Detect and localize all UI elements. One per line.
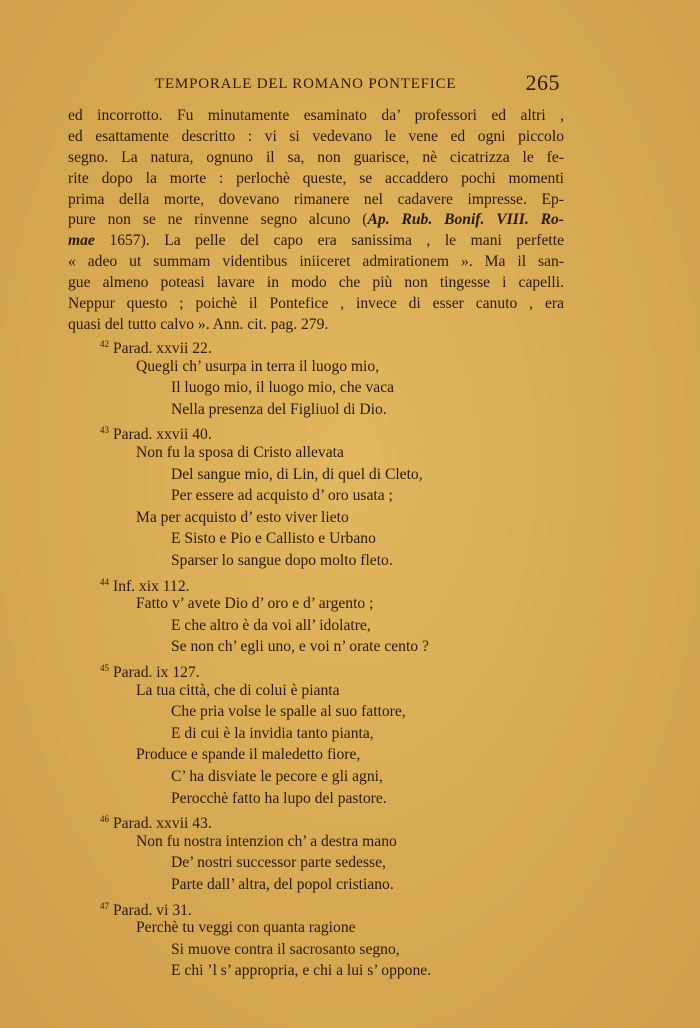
verse-line: Parte dall’ altra, del popol cristiano. bbox=[171, 876, 394, 893]
verse-line: Non fu la sposa di Cristo allevata bbox=[136, 444, 344, 461]
verse-line: Fatto v’ avete Dio d’ oro e d’ argento ; bbox=[136, 595, 374, 613]
text-line: segno. La natura, ognuno il sa, non guarisce, nè cicatrizza le fe- bbox=[68, 148, 564, 166]
verse-line: La tua città, che di colui è pianta bbox=[136, 681, 340, 699]
running-title: TEMPORALE DEL ROMANO PONTEFICE bbox=[155, 76, 457, 92]
note-ref-text: Parad. vi 31. bbox=[113, 901, 192, 919]
text-line: Neppur questo ; poichè il Pontefice , invece di esser canuto , era bbox=[68, 295, 564, 313]
verse-line: Ma per acquisto d’ esto viver lieto bbox=[136, 508, 349, 526]
note-ref-text: Parad. xxvii 43. bbox=[113, 815, 212, 833]
body-text bbox=[68, 106, 564, 336]
verse-line: Se non ch’ egli uno, e voi n’ orate cento ? bbox=[171, 638, 429, 656]
text-line: prima della morte, dovevano rimanere nel cadavere impresse. Ep- bbox=[68, 190, 564, 208]
verse-line: Perchè tu veggi con quanta ragione bbox=[136, 919, 356, 937]
note-number: 43 bbox=[100, 425, 109, 436]
verse-line: Quegli ch’ usurpa in terra il luogo mio, bbox=[136, 357, 380, 375]
note-ref-text: Parad. xxvii 22. bbox=[113, 340, 212, 357]
text-line: rite dopo la morte : perlochè queste, se accaddero pochi momenti bbox=[68, 169, 564, 187]
verse-line: Si muove contra il sacrosanto segno, bbox=[171, 940, 400, 958]
verse-line: Per essere ad acquisto d’ oro usata ; bbox=[171, 487, 393, 505]
verse-line: Non fu nostra intenzion ch’ a destra mano bbox=[136, 832, 397, 850]
verse-line: E di cui è la invidia tanto pianta, bbox=[171, 724, 374, 742]
verse-line: Che pria volse le spalle al suo fattore, bbox=[171, 703, 406, 721]
text-line-citation bbox=[68, 210, 564, 231]
citation-italic: Ap. Rub. Bonif. VIII. Ro- bbox=[367, 211, 564, 229]
verse-line: De’ nostri successor parte sedesse, bbox=[171, 854, 386, 872]
verse-line: E che altro è da voi all’ idolatre, bbox=[171, 616, 371, 634]
verse-line: Del sangue mio, di Lin, di quel di Cleto, bbox=[171, 465, 423, 483]
page-header bbox=[155, 70, 560, 98]
text-line: gue almeno poteasi lavare in modo che più non tingesse i capelli. bbox=[68, 274, 564, 292]
verse-line: Produce e spande il maledetto fiore, bbox=[136, 746, 361, 764]
note-number: 46 bbox=[100, 814, 109, 825]
verse-line: C’ ha disviate le pecore e gli agni, bbox=[171, 768, 383, 785]
note-ref-text: Inf. xix 112. bbox=[113, 577, 190, 595]
note-ref-text: Parad. xxvii 40. bbox=[113, 426, 212, 444]
note-number: 45 bbox=[100, 663, 109, 673]
verse-line: Nella presenza del Figliuol di Dio. bbox=[171, 400, 387, 418]
text-line: « adeo ut summam videntibus iniiceret admirationem ». Ma il san- bbox=[68, 253, 564, 271]
note-number: 42 bbox=[100, 339, 109, 349]
verse-line: E chi ’l s’ appropria, e chi a lui s’ oppone. bbox=[171, 962, 432, 980]
citation-rest: 1657). La pelle del capo era sanissima , le mani perfette bbox=[94, 232, 564, 250]
citation-before: pure non se ne rinvenne segno alcuno ( bbox=[68, 211, 368, 229]
note-ref-text: Parad. ix 127. bbox=[113, 664, 200, 681]
verse-line: Perocchè fatto ha lupo del pastore. bbox=[171, 789, 387, 807]
text-line: quasi del tutto calvo ». Ann. cit. pag. 279. bbox=[68, 315, 329, 333]
note-number: 44 bbox=[100, 576, 109, 587]
page-number: 265 bbox=[525, 70, 560, 95]
citation-italic-cont: mae bbox=[68, 232, 95, 250]
text-line-citation-cont bbox=[68, 231, 564, 252]
text-line: ed incorrotto. Fu minutamente esaminato da’ professori ed altri , bbox=[68, 107, 564, 124]
text-line: ed esattamente descritto : vi si vedevano le vene ed ogni piccolo bbox=[68, 127, 564, 145]
verse-line: Il luogo mio, il luogo mio, che vaca bbox=[171, 379, 395, 397]
verse-line: E Sisto e Pio e Callisto e Urbano bbox=[171, 530, 376, 548]
verse-line: Sparser lo sangue dopo molto fleto. bbox=[171, 552, 393, 569]
note-number: 47 bbox=[100, 900, 109, 911]
